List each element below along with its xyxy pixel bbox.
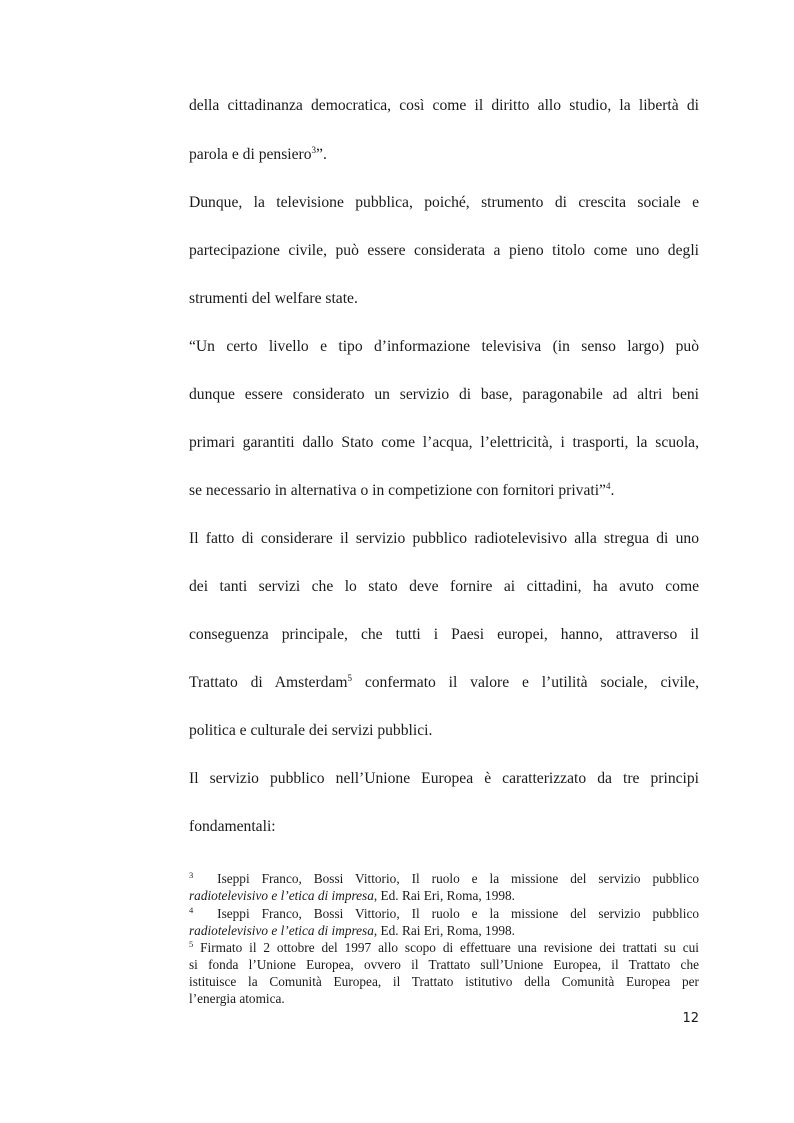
footnote-number: 4 bbox=[189, 905, 194, 915]
body-line: Dunque, la televisione pubblica, poiché, strumento di crescita sociale e bbox=[189, 194, 699, 211]
footnote-ref[interactable]: 3 bbox=[311, 145, 317, 155]
footnote-ref[interactable]: 5 bbox=[347, 673, 352, 683]
body-line: Trattato di Amsterdam$^5$ confermato il valore e l’utilità sociale, civile, bbox=[189, 673, 699, 691]
footnote-number: 3 bbox=[189, 870, 194, 880]
body-line: strumenti del welfare state. bbox=[189, 290, 358, 307]
document-page bbox=[189, 0, 699, 1123]
body-line: politica e culturale dei servizi pubblici. bbox=[189, 722, 433, 739]
body-line: partecipazione civile, può essere considerata a pieno titolo come uno degli bbox=[189, 242, 699, 259]
footnote-4-cont: radiotelevisivo e l’etica di impresa, Ed. Rai Eri, Roma, 1998. bbox=[189, 923, 515, 938]
footnote-5-line: istituisce la Comunità Europea, il Trattato istitutivo della Comunità Europea per bbox=[189, 974, 699, 989]
body-line: conseguenza principale, che tutti i Paesi europei, hanno, attraverso il bbox=[189, 626, 699, 643]
body-line: Il fatto di considerare il servizio pubblico radiotelevisivo alla stregua di uno bbox=[189, 530, 699, 547]
body-line: dei tanti servizi che lo stato deve fornire ai cittadini, ha avuto come bbox=[189, 578, 699, 595]
body-line: “Un certo livello e tipo d’informazione televisiva (in senso largo) può bbox=[189, 338, 699, 355]
footnote-3-cont: radiotelevisivo e l’etica di impresa, Ed. Rai Eri, Roma, 1998. bbox=[189, 888, 515, 903]
footnote-3: $^3$ Iseppi Franco, Bossi Vittorio, Il ruolo e la missione del servizio pubblico bbox=[189, 870, 699, 886]
body-line: dunque essere considerato un servizio di base, paragonabile ad altri beni bbox=[189, 386, 699, 403]
footnote-5-line: si fonda l’Unione Europea, ovvero il Trattato sull’Unione Europea, il Trattato che bbox=[189, 957, 699, 972]
body-line: Il servizio pubblico nell’Unione Europea è caratterizzato da tre principi bbox=[189, 770, 699, 787]
footnote-5: $^5$ Firmato il 2 ottobre del 1997 allo scopo di effettuare una revisione dei trattati su cui bbox=[189, 939, 700, 955]
footnote-4: $^4$ Iseppi Franco, Bossi Vittorio, Il ruolo e la missione del servizio pubblico bbox=[189, 905, 699, 921]
body-line: primari garantiti dallo Stato come l’acqua, l’elettricità, i trasporti, la scuola, bbox=[189, 434, 699, 451]
body-line: se necessario in alternativa o in competizione con fornitori privati”$^4$. bbox=[189, 481, 615, 499]
body-line: della cittadinanza democratica, così come il diritto allo studio, la libertà di bbox=[189, 97, 699, 114]
page-number: 12 bbox=[682, 1011, 699, 1026]
footnote-number: 5 bbox=[189, 939, 194, 949]
body-line: parola e di pensiero$^3$”. bbox=[189, 145, 327, 163]
body-line: fondamentali: bbox=[189, 818, 276, 835]
footnote-5-line: l’energia atomica. bbox=[189, 991, 285, 1006]
footnote-ref[interactable]: 4 bbox=[605, 481, 611, 491]
